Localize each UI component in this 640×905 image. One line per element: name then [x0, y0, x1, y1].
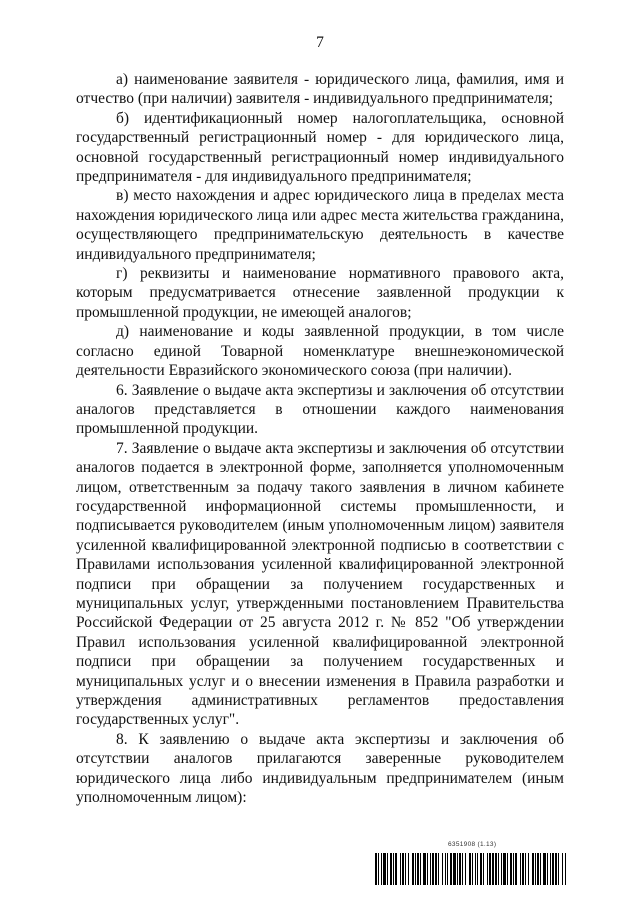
barcode-bar	[395, 853, 397, 885]
barcode-bar	[550, 853, 551, 885]
barcode-bar	[537, 853, 539, 885]
barcode-bar	[510, 853, 512, 885]
barcode-bar	[513, 853, 514, 885]
barcode-bar	[507, 853, 508, 885]
barcode-bar	[543, 853, 546, 885]
barcode-bar	[445, 853, 446, 885]
barcode-bar	[375, 853, 377, 885]
document-code: 6351908 (1.13)	[448, 841, 497, 848]
barcode-bar	[450, 853, 452, 885]
barcode-bar	[503, 853, 506, 885]
barcode-bar	[498, 853, 499, 885]
barcode-bar	[453, 853, 456, 885]
barcode-bar	[547, 853, 548, 885]
barcode-bar	[552, 853, 554, 885]
barcode-bar	[535, 853, 536, 885]
barcode-bar	[472, 853, 473, 885]
barcode-bar	[459, 853, 461, 885]
barcode-bar	[469, 853, 471, 885]
barcode-bar	[432, 853, 434, 885]
barcode-bar	[447, 853, 448, 885]
barcode-bar	[501, 853, 502, 885]
barcode-bar	[423, 853, 426, 885]
barcode-bar	[415, 853, 416, 885]
barcode-bar	[393, 853, 394, 885]
clause-v: в) место нахождения и адрес юридического лица в пределах места нахождения юридического лица или адрес места жительства гражданина, осуществляющего предпринимательскую деятельность в качестве индивидуального предпринимателя;	[76, 187, 564, 263]
barcode-bar	[427, 853, 428, 885]
barcode-bar	[435, 853, 437, 885]
barcode-bar	[540, 853, 541, 885]
barcode-bar	[520, 853, 521, 885]
barcode-bar	[522, 853, 524, 885]
barcode-image	[375, 853, 567, 885]
barcode-bar	[528, 853, 529, 885]
barcode-bar	[525, 853, 526, 885]
barcode-bar	[565, 853, 566, 885]
barcode-bar	[477, 853, 478, 885]
barcode-bar	[483, 853, 484, 885]
clause-g: г) реквизиты и наименование нормативного правового акта, которым предусматривается отнесение заявленной продукции к промышленной продукции, не имеющей аналогов;	[76, 265, 564, 321]
barcode-bar	[457, 853, 458, 885]
barcode-bar	[390, 853, 392, 885]
barcode-bar	[405, 853, 406, 885]
clause-d: д) наименование и коды заявленной продукции, в том числе согласно единой Товарной номенклатуре внешнеэкономической деятельности Евразийского экономического союза (при наличии).	[76, 323, 564, 380]
section-8: 8. К заявлению о выдаче акта экспертизы и заключения об отсутствии аналогов прилагаются заверенные руководителем юридического лица либо индивидуальным предпринимателем (иным уполномоченным лицом):	[76, 730, 564, 807]
barcode-bar	[383, 853, 386, 885]
barcode-bar	[402, 853, 404, 885]
barcode-bar	[378, 853, 379, 885]
barcode-bar	[417, 853, 419, 885]
barcode-bar	[487, 853, 488, 885]
barcode-bar	[558, 853, 559, 885]
barcode-bar	[462, 853, 463, 885]
barcode-bar	[412, 853, 414, 885]
barcode-bar	[420, 853, 421, 885]
barcode-bar	[475, 853, 476, 885]
barcode-bar	[381, 853, 382, 885]
barcode-bar	[387, 853, 388, 885]
barcode-bar	[480, 853, 482, 885]
document-body	[76, 70, 564, 807]
barcode-bar	[515, 853, 517, 885]
barcode-bar	[465, 853, 466, 885]
barcode-bar	[495, 853, 497, 885]
page-number: 7	[316, 34, 324, 51]
section-6: 6. Заявление о выдаче акта экспертизы и заключения об отсутствии аналогов представляется в отношении каждого наименования промышленной продукции.	[76, 381, 564, 438]
barcode-bar	[438, 853, 439, 885]
barcode-bar	[489, 853, 491, 885]
barcode-bar	[400, 853, 401, 885]
section-7: 7. Заявление о выдаче акта экспертизы и заключения об отсутствии аналогов подается в электронной форме, заполняется уполномоченным лицом, ответственным за подачу такого заявления в личном кабинете государственной информационной системы промышленности, и подписывается руководителем (иным уполномоченным лицом) заявителя усиленной квалифицированной электронной подписью в соответствии с Правилами использования усиленной квалифицированной электронной подписи при обращении за получением государственных и муниципальных услуг, утвержденными постановлением Правительства Российской Федерации от 25 августа 2012 г. № 852 "Об утверждении Правил использования усиленной квалифицированной электронной подписи при обращении за получением государственных и муниципальных услуг и о внесении изменения в Правила разработки и утверждения административных регламентов предоставления государственных услуг".	[76, 439, 564, 729]
barcode-bar	[555, 853, 557, 885]
barcode-bar	[562, 853, 563, 885]
barcode-bar	[430, 853, 431, 885]
barcode-bar	[442, 853, 443, 885]
clause-b: б) идентификационный номер налогоплательщика, основной государственный регистрационный номер - для юридического лица, основной государственный регистрационный номер индивидуального предпринимателя - для индивидуального предпринимателя;	[76, 109, 564, 186]
barcode-bar	[492, 853, 494, 885]
clause-a: а) наименование заявителя - юридического лица, фамилия, имя и отчество (при наличии) заявителя - индивидуального предпринимателя;	[76, 71, 564, 108]
barcode-bar	[532, 853, 534, 885]
barcode-bar	[408, 853, 409, 885]
